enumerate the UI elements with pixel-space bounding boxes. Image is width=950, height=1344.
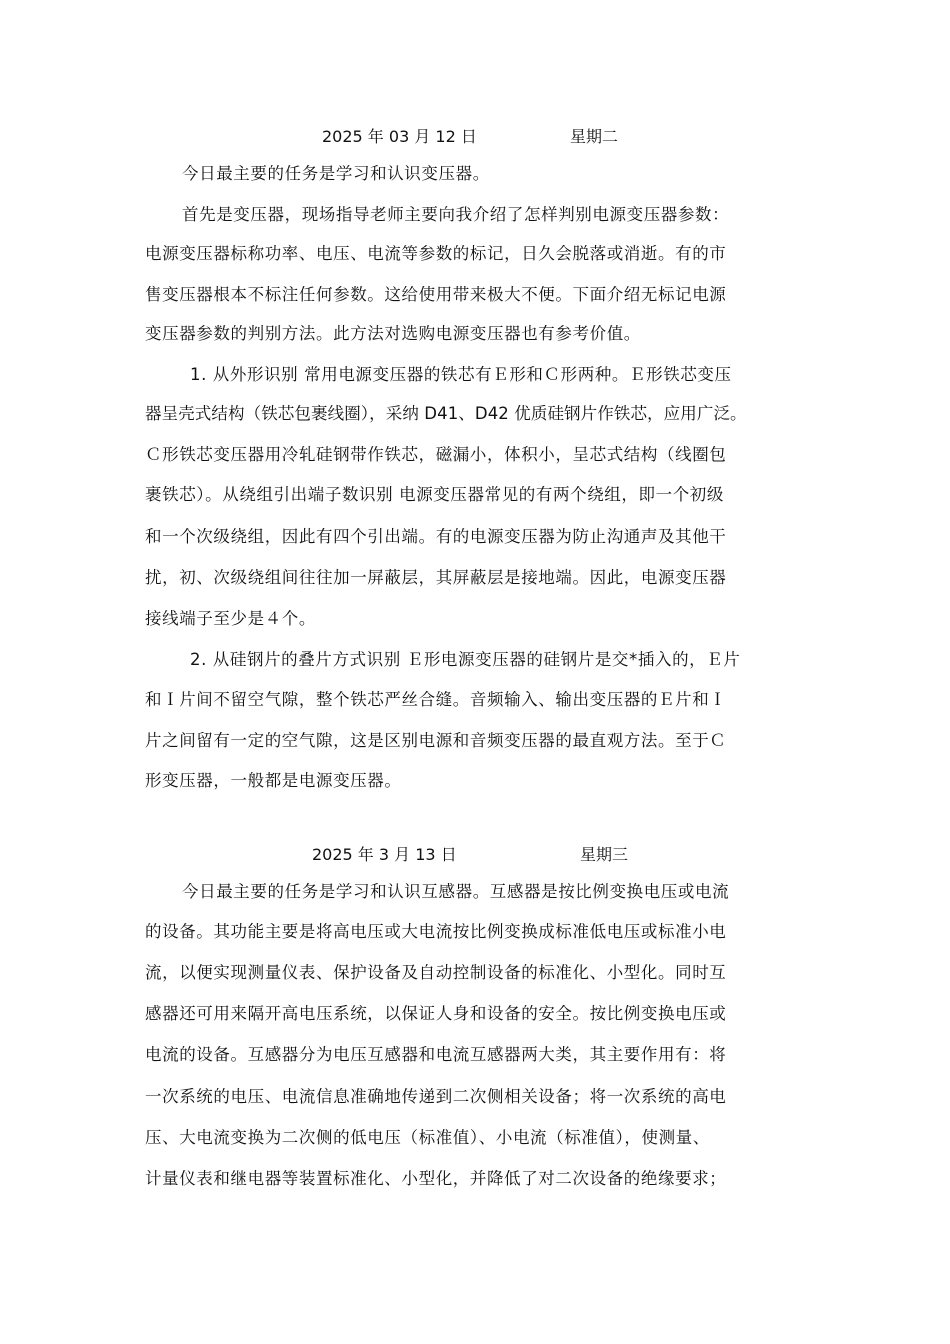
entry-2-line: 一次系统的电压、电流信息准确地传递到二次侧相关设备；将一次系统的高电 — [145, 1087, 727, 1106]
entry-1-line: 售变压器根本不标注任何参数。这给使用带来极大不便。下面介绍无标记电源 — [145, 285, 727, 304]
entry-1-line: 和一个次级绕组，因此有四个引出端。有的电源变压器为防止沟通声及其他干 — [145, 527, 727, 546]
entry-2-line: 的设备。其功能主要是将高电压或大电流按比例变换成标准低电压或标准小电 — [145, 922, 727, 941]
entry-1-line: 裹铁芯）。从绕组引出端子数识别 电源变压器常见的有两个绕组，即一个初级 — [145, 485, 724, 504]
entry-1-line: 形变压器，一般都是电源变压器。 — [145, 771, 402, 790]
entry-1-line: 今日最主要的任务是学习和认识变压器。 — [182, 164, 490, 183]
entry-1-line: 变压器参数的判别方法。此方法对选购电源变压器也有参考价值。 — [145, 324, 641, 343]
entry-1-line: 首先是变压器，现场指导老师主要向我介绍了怎样判别电源变压器参数： — [182, 205, 730, 224]
entry-1-line: 1. 从外形识别 常用电源变压器的铁芯有Ｅ形和Ｃ形两种。Ｅ形铁芯变压 — [190, 365, 732, 384]
entry-1-line: 片之间留有一定的空气隙，这是区别电源和音频变压器的最直观方法。至于Ｃ — [145, 731, 727, 750]
entry-1-line: 器呈壳式结构（铁芯包裹线圈），采纳 D41、D42 优质硅钢片作铁芯，应用广泛。 — [145, 404, 747, 423]
entry-2-line: 电流的设备。互感器分为电压互感器和电流互感器两大类，其主要作用有：将 — [145, 1045, 727, 1064]
entry-2-line: 流，以便实现测量仪表、保护设备及自动控制设备的标准化、小型化。同时互 — [145, 963, 727, 982]
entry-2-date: 2025 年 3 月 13 日 — [312, 845, 457, 864]
entry-2-line: 计量仪表和继电器等装置标准化、小型化，并降低了对二次设备的绝缘要求； — [145, 1169, 727, 1188]
entry-2-line: 今日最主要的任务是学习和认识互感器。互感器是按比例变换电压或电流 — [182, 882, 730, 901]
entry-1-line: 和Ｉ片间不留空气隙，整个铁芯严丝合缝。音频输入、输出变压器的Ｅ片和Ｉ — [145, 690, 727, 709]
entry-2-line: 感器还可用来隔开高电压系统，以保证人身和设备的安全。按比例变换电压或 — [145, 1004, 727, 1023]
entry-2-line: 压、大电流变换为二次侧的低电压（标准值）、小电流（标准值），使测量、 — [145, 1128, 710, 1147]
entry-1-line: 扰，初、次级绕组间往往加一屏蔽层，其屏蔽层是接地端。因此，电源变压器 — [145, 568, 727, 587]
entry-1-date: 2025 年 03 月 12 日 — [322, 127, 477, 146]
entry-1-weekday: 星期二 — [570, 127, 619, 146]
entry-1-line: 电源变压器标称功率、电压、电流等参数的标记，日久会脱落或消逝。有的市 — [145, 244, 727, 263]
entry-1-line: Ｃ形铁芯变压器用冷轧硅钢带作铁芯，磁漏小，体积小，呈芯式结构（线圈包 — [145, 445, 727, 464]
entry-1-line: 接线端子至少是４个。 — [145, 609, 316, 628]
entry-1-line: 2. 从硅钢片的叠片方式识别 Ｅ形电源变压器的硅钢片是交*插入的，Ｅ片 — [190, 650, 741, 669]
entry-2-weekday: 星期三 — [580, 845, 629, 864]
